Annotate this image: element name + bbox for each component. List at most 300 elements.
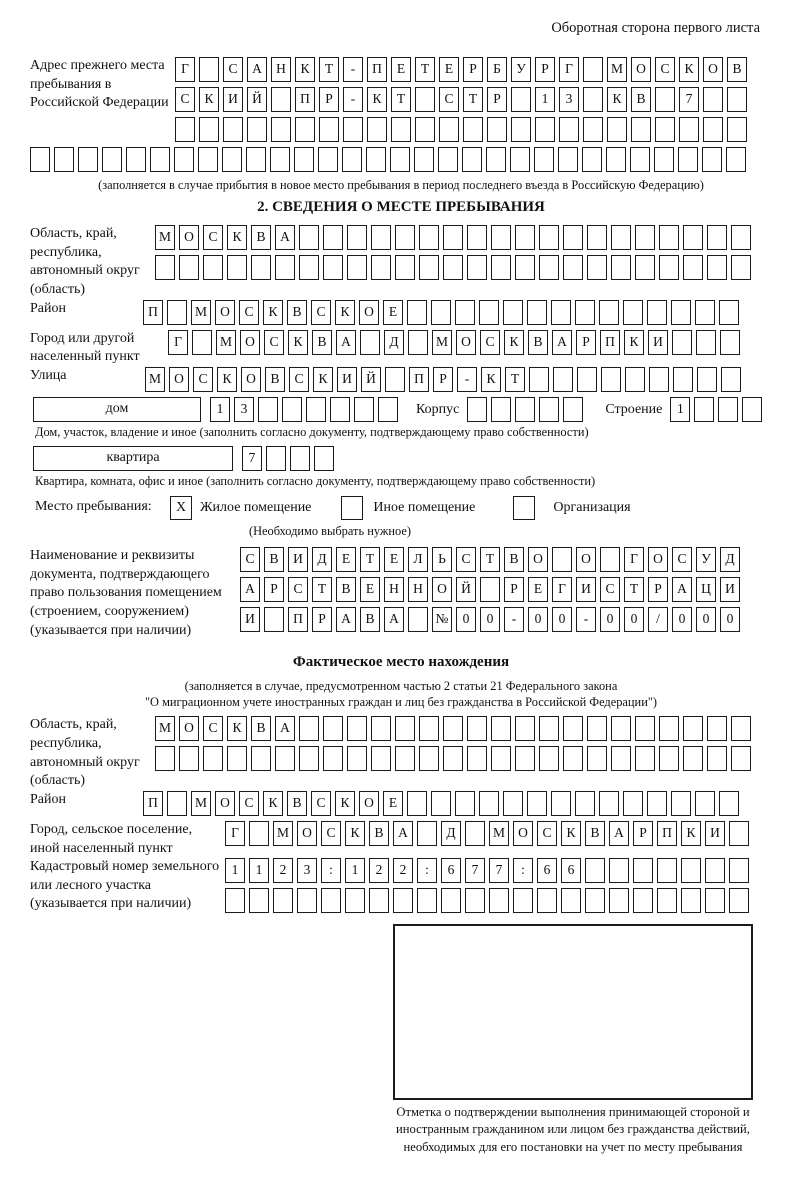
char-box[interactable] [726,147,746,172]
char-box[interactable]: А [275,716,295,741]
char-box[interactable] [515,716,535,741]
char-box[interactable]: 1 [345,858,365,883]
char-box[interactable] [671,300,691,325]
char-box[interactable]: Е [336,547,356,572]
char-box[interactable] [366,147,386,172]
char-box[interactable] [395,255,415,280]
char-box[interactable] [174,147,194,172]
char-box[interactable] [203,255,223,280]
char-box[interactable]: 0 [552,607,572,632]
char-box[interactable] [395,746,415,771]
char-box[interactable] [391,117,411,142]
char-box[interactable] [606,147,626,172]
char-box[interactable] [702,147,722,172]
char-box[interactable] [294,147,314,172]
char-box[interactable] [707,746,727,771]
char-box[interactable] [395,716,415,741]
char-box[interactable] [419,746,439,771]
char-box[interactable] [30,147,50,172]
char-box[interactable]: М [145,367,165,392]
char-box[interactable]: Т [415,57,435,82]
char-box[interactable] [563,397,583,422]
char-box[interactable] [539,746,559,771]
char-box[interactable] [480,577,500,602]
char-box[interactable] [655,87,675,112]
char-box[interactable] [367,117,387,142]
checkbox-other-premises[interactable] [341,496,363,520]
char-box[interactable] [465,821,485,846]
char-box[interactable]: С [311,791,331,816]
char-box[interactable] [659,746,679,771]
char-box[interactable] [731,255,751,280]
char-box[interactable] [719,791,739,816]
char-box[interactable]: А [240,577,260,602]
char-box[interactable]: Г [168,330,188,355]
char-box[interactable] [192,330,212,355]
char-box[interactable]: К [295,57,315,82]
char-box[interactable] [295,117,315,142]
char-box[interactable] [719,300,739,325]
char-box[interactable] [729,888,749,913]
char-box[interactable]: В [312,330,332,355]
char-box[interactable] [371,225,391,250]
char-box[interactable]: Е [528,577,548,602]
char-box[interactable]: Р [463,57,483,82]
char-box[interactable] [577,367,597,392]
char-box[interactable] [563,225,583,250]
char-box[interactable] [551,791,571,816]
char-box[interactable]: В [264,547,284,572]
char-box[interactable]: В [631,87,651,112]
char-box[interactable] [150,147,170,172]
char-box[interactable] [558,147,578,172]
char-box[interactable]: Л [408,547,428,572]
char-box[interactable] [486,147,506,172]
char-box[interactable]: И [240,607,260,632]
char-box[interactable]: Т [391,87,411,112]
char-box[interactable]: : [321,858,341,883]
char-box[interactable] [419,255,439,280]
char-box[interactable] [54,147,74,172]
char-box[interactable]: С [480,330,500,355]
char-box[interactable] [657,858,677,883]
char-box[interactable] [587,255,607,280]
char-box[interactable] [371,746,391,771]
char-box[interactable] [246,147,266,172]
char-box[interactable] [407,791,427,816]
char-box[interactable] [727,87,747,112]
char-box[interactable] [438,147,458,172]
char-box[interactable] [323,255,343,280]
char-box[interactable] [408,607,428,632]
char-box[interactable]: 0 [480,607,500,632]
char-box[interactable]: О [169,367,189,392]
char-box[interactable]: К [199,87,219,112]
char-box[interactable]: 1 [225,858,245,883]
char-box[interactable] [535,117,555,142]
char-box[interactable]: С [655,57,675,82]
char-box[interactable]: 0 [600,607,620,632]
char-box[interactable] [323,225,343,250]
char-box[interactable]: Й [247,87,267,112]
char-box[interactable] [539,397,559,422]
char-box[interactable] [729,858,749,883]
char-box[interactable]: 0 [720,607,740,632]
char-box[interactable] [223,117,243,142]
char-box[interactable] [563,746,583,771]
char-box[interactable] [679,117,699,142]
char-box[interactable] [431,791,451,816]
char-box[interactable] [635,716,655,741]
char-box[interactable]: Е [391,57,411,82]
char-box[interactable]: 7 [465,858,485,883]
char-box[interactable]: М [432,330,452,355]
char-box[interactable]: В [369,821,389,846]
char-box[interactable] [258,397,278,422]
char-box[interactable]: О [576,547,596,572]
char-box[interactable] [696,330,716,355]
char-box[interactable]: И [705,821,725,846]
char-box[interactable] [347,225,367,250]
char-box[interactable]: Д [384,330,404,355]
char-box[interactable]: / [648,607,668,632]
char-box[interactable]: В [287,300,307,325]
char-box[interactable]: Т [319,57,339,82]
char-box[interactable] [479,791,499,816]
char-box[interactable] [462,147,482,172]
char-box[interactable] [553,367,573,392]
char-box[interactable]: К [681,821,701,846]
char-box[interactable] [155,255,175,280]
char-box[interactable]: В [360,607,380,632]
char-box[interactable]: Ц [696,577,716,602]
char-box[interactable]: О [215,791,235,816]
char-box[interactable] [282,397,302,422]
char-box[interactable]: Р [319,87,339,112]
char-box[interactable] [443,225,463,250]
char-box[interactable]: 0 [528,607,548,632]
char-box[interactable]: П [409,367,429,392]
char-box[interactable]: А [336,607,356,632]
char-box[interactable]: Р [504,577,524,602]
char-box[interactable]: М [155,225,175,250]
char-box[interactable] [600,547,620,572]
char-box[interactable] [511,117,531,142]
char-box[interactable]: Г [175,57,195,82]
char-box[interactable]: С [239,791,259,816]
char-box[interactable]: : [513,858,533,883]
char-box[interactable] [707,225,727,250]
char-box[interactable] [659,716,679,741]
char-box[interactable]: В [727,57,747,82]
char-box[interactable] [694,397,714,422]
char-box[interactable]: Е [383,300,403,325]
char-box[interactable] [126,147,146,172]
char-box[interactable]: Р [648,577,668,602]
char-box[interactable] [167,791,187,816]
char-box[interactable] [697,367,717,392]
char-box[interactable]: Р [633,821,653,846]
char-box[interactable]: Н [384,577,404,602]
char-box[interactable] [539,255,559,280]
char-box[interactable] [695,791,715,816]
char-box[interactable]: О [528,547,548,572]
char-box[interactable]: Т [312,577,332,602]
char-box[interactable]: В [504,547,524,572]
char-box[interactable] [491,716,511,741]
char-box[interactable]: Г [552,577,572,602]
char-box[interactable] [601,367,621,392]
char-box[interactable]: 3 [297,858,317,883]
char-box[interactable] [227,255,247,280]
char-box[interactable] [290,446,310,471]
char-box[interactable] [583,87,603,112]
char-box[interactable] [443,746,463,771]
char-box[interactable]: И [337,367,357,392]
char-box[interactable] [347,746,367,771]
char-box[interactable]: 7 [679,87,699,112]
char-box[interactable] [415,117,435,142]
char-box[interactable]: 2 [393,858,413,883]
char-box[interactable]: А [609,821,629,846]
char-box[interactable] [681,858,701,883]
char-box[interactable]: С [672,547,692,572]
char-box[interactable]: Т [624,577,644,602]
char-box[interactable]: Т [480,547,500,572]
char-box[interactable]: С [600,577,620,602]
char-box[interactable] [487,117,507,142]
char-box[interactable]: Т [463,87,483,112]
char-box[interactable] [607,117,627,142]
char-box[interactable] [323,746,343,771]
char-box[interactable]: К [227,716,247,741]
char-box[interactable] [378,397,398,422]
char-box[interactable]: - [457,367,477,392]
char-box[interactable]: С [203,716,223,741]
char-box[interactable]: : [417,858,437,883]
char-box[interactable] [635,225,655,250]
char-box[interactable] [299,746,319,771]
char-box[interactable] [731,716,751,741]
char-box[interactable] [582,147,602,172]
char-box[interactable] [342,147,362,172]
char-box[interactable]: О [179,716,199,741]
checkbox-residential[interactable]: X [170,496,192,520]
char-box[interactable] [681,888,701,913]
char-box[interactable] [417,821,437,846]
char-box[interactable]: Е [360,577,380,602]
char-box[interactable] [319,117,339,142]
char-box[interactable]: Ь [432,547,452,572]
char-box[interactable] [585,858,605,883]
char-box[interactable]: В [585,821,605,846]
char-box[interactable] [251,255,271,280]
char-box[interactable]: 1 [535,87,555,112]
char-box[interactable] [467,746,487,771]
char-box[interactable] [354,397,374,422]
char-box[interactable]: У [511,57,531,82]
char-box[interactable]: О [359,791,379,816]
char-box[interactable] [707,255,727,280]
char-box[interactable] [455,300,475,325]
char-box[interactable]: С [288,577,308,602]
char-box[interactable]: В [528,330,548,355]
char-box[interactable] [489,888,509,913]
char-box[interactable] [527,300,547,325]
char-box[interactable] [534,147,554,172]
char-box[interactable] [678,147,698,172]
char-box[interactable] [703,117,723,142]
char-box[interactable]: Й [456,577,476,602]
char-box[interactable] [510,147,530,172]
char-box[interactable] [390,147,410,172]
char-box[interactable]: О [215,300,235,325]
char-box[interactable]: С [537,821,557,846]
char-box[interactable] [275,746,295,771]
char-box[interactable] [271,87,291,112]
char-box[interactable]: Д [720,547,740,572]
char-box[interactable] [672,330,692,355]
char-box[interactable]: К [481,367,501,392]
char-box[interactable]: И [223,87,243,112]
char-box[interactable] [299,225,319,250]
char-box[interactable]: - [343,87,363,112]
char-box[interactable]: О [359,300,379,325]
char-box[interactable] [705,858,725,883]
char-box[interactable] [443,716,463,741]
char-box[interactable] [491,255,511,280]
char-box[interactable] [599,300,619,325]
char-box[interactable]: Т [360,547,380,572]
char-box[interactable] [705,888,725,913]
char-box[interactable] [465,888,485,913]
char-box[interactable] [539,716,559,741]
char-box[interactable]: 0 [624,607,644,632]
char-box[interactable] [467,397,487,422]
char-box[interactable]: С [311,300,331,325]
char-box[interactable] [264,607,284,632]
char-box[interactable] [551,300,571,325]
char-box[interactable] [249,821,269,846]
char-box[interactable] [439,117,459,142]
char-box[interactable] [587,746,607,771]
char-box[interactable] [343,117,363,142]
char-box[interactable] [299,716,319,741]
char-box[interactable]: К [504,330,524,355]
char-box[interactable] [297,888,317,913]
char-box[interactable] [247,117,267,142]
char-box[interactable]: О [631,57,651,82]
char-box[interactable] [275,255,295,280]
char-box[interactable]: 1 [670,397,690,422]
char-box[interactable] [609,858,629,883]
char-box[interactable] [198,147,218,172]
char-box[interactable]: Р [264,577,284,602]
char-box[interactable]: Д [441,821,461,846]
char-box[interactable]: Г [624,547,644,572]
char-box[interactable]: 3 [234,397,254,422]
char-box[interactable] [227,746,247,771]
char-box[interactable]: С [439,87,459,112]
char-box[interactable] [587,716,607,741]
char-box[interactable] [583,57,603,82]
char-box[interactable]: К [335,300,355,325]
char-box[interactable]: Е [383,791,403,816]
char-box[interactable]: К [288,330,308,355]
char-box[interactable] [203,746,223,771]
char-box[interactable]: А [336,330,356,355]
char-box[interactable]: Н [271,57,291,82]
char-box[interactable] [503,300,523,325]
char-box[interactable] [503,791,523,816]
char-box[interactable] [443,255,463,280]
char-box[interactable]: 6 [441,858,461,883]
char-box[interactable]: - [504,607,524,632]
char-box[interactable]: И [648,330,668,355]
char-box[interactable]: А [247,57,267,82]
char-box[interactable] [611,746,631,771]
char-box[interactable] [222,147,242,172]
char-box[interactable]: К [561,821,581,846]
char-box[interactable] [683,716,703,741]
char-box[interactable]: С [175,87,195,112]
char-box[interactable]: С [223,57,243,82]
char-box[interactable]: 7 [489,858,509,883]
char-box[interactable] [441,888,461,913]
char-box[interactable]: С [321,821,341,846]
char-box[interactable] [633,888,653,913]
char-box[interactable]: А [384,607,404,632]
char-box[interactable]: Д [312,547,332,572]
char-box[interactable]: 1 [249,858,269,883]
char-box[interactable]: И [288,547,308,572]
char-box[interactable] [155,746,175,771]
char-box[interactable]: Т [505,367,525,392]
char-box[interactable] [225,888,245,913]
char-box[interactable] [718,397,738,422]
char-box[interactable]: 7 [242,446,262,471]
char-box[interactable]: С [289,367,309,392]
char-box[interactable]: М [489,821,509,846]
char-box[interactable] [467,716,487,741]
char-box[interactable]: К [607,87,627,112]
char-box[interactable] [563,716,583,741]
char-box[interactable] [323,716,343,741]
char-box[interactable]: Н [408,577,428,602]
char-box[interactable] [649,367,669,392]
char-box[interactable]: П [295,87,315,112]
char-box[interactable] [563,255,583,280]
char-box[interactable]: А [552,330,572,355]
char-box[interactable]: А [393,821,413,846]
char-box[interactable] [395,225,415,250]
char-box[interactable] [515,225,535,250]
char-box[interactable] [199,57,219,82]
char-box[interactable]: Р [535,57,555,82]
char-box[interactable]: И [576,577,596,602]
char-box[interactable] [515,255,535,280]
char-box[interactable] [537,888,557,913]
char-box[interactable]: О [241,367,261,392]
char-box[interactable] [270,147,290,172]
char-box[interactable] [417,888,437,913]
char-box[interactable] [273,888,293,913]
char-box[interactable] [647,300,667,325]
char-box[interactable]: О [648,547,668,572]
char-box[interactable] [611,716,631,741]
char-box[interactable] [635,255,655,280]
char-box[interactable] [407,300,427,325]
